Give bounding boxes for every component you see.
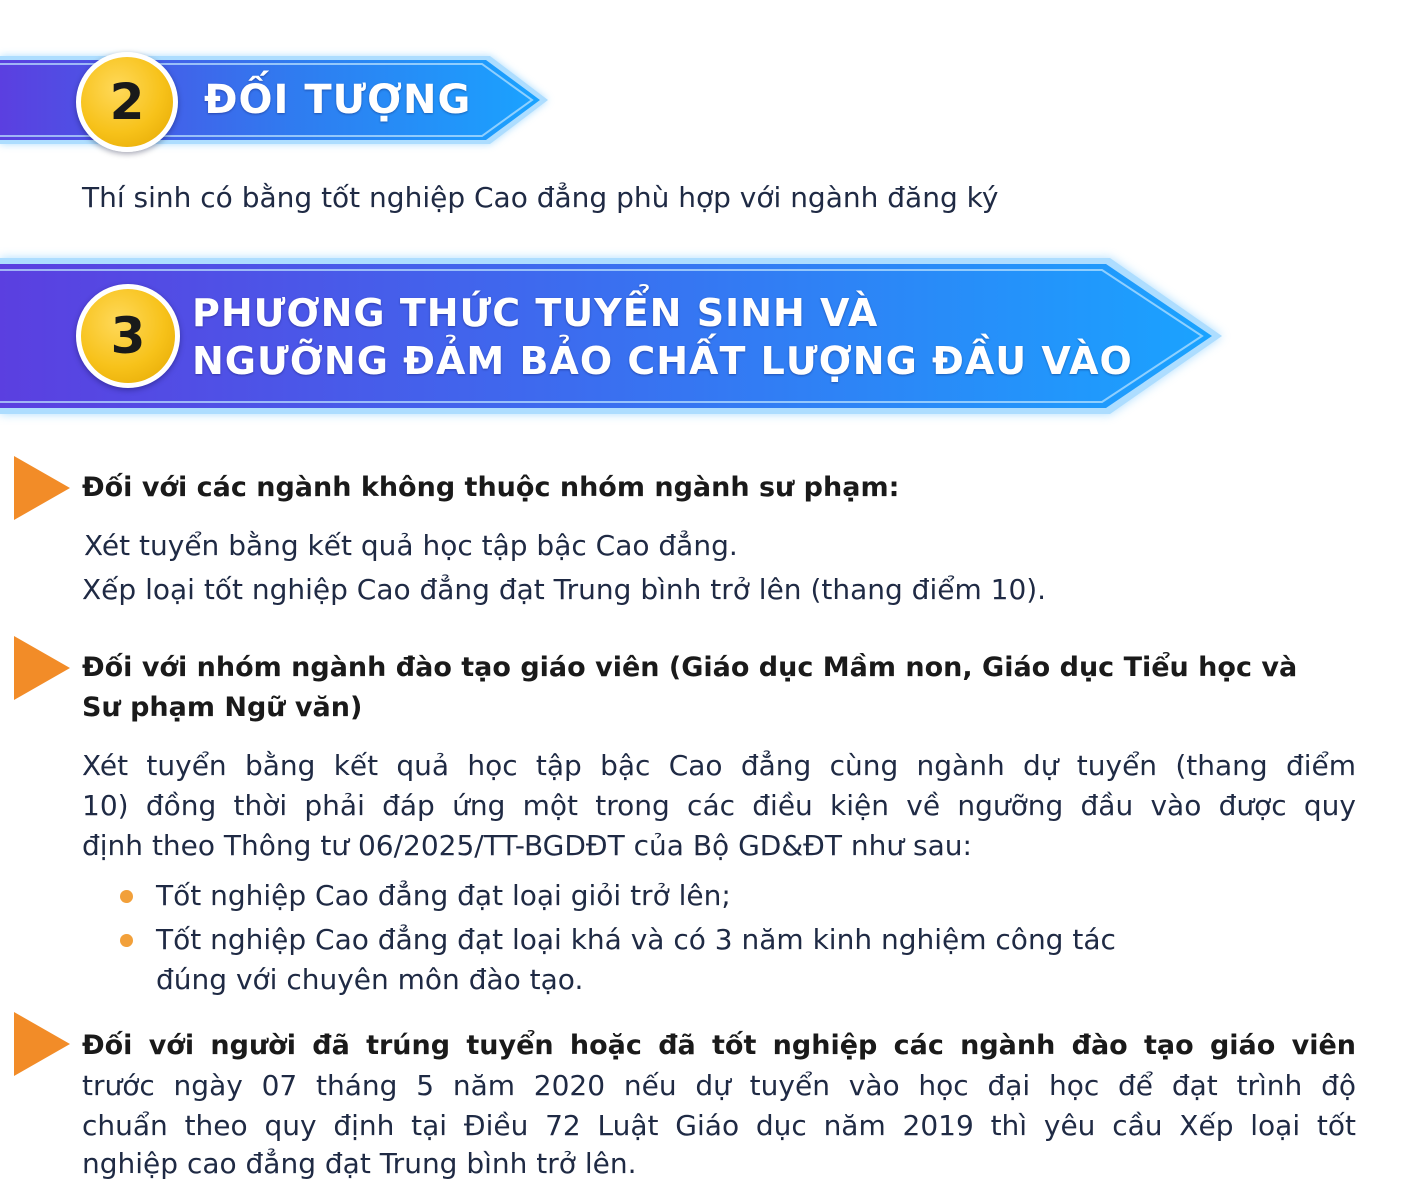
- section-3-title-line-1: PHƯƠNG THỨC TUYỂN SINH VÀ: [192, 291, 879, 335]
- block-2-heading-line-2: Sư phạm Ngữ văn): [82, 692, 363, 723]
- block-3-line-3: chuẩn theo quy định tại Điều 72 Luật Giáo dục năm 2019 thì yêu cầu Xếp loại tốt: [82, 1109, 1356, 1142]
- block-3-line-4: nghiệp cao đẳng đạt Trung bình trở lên.: [82, 1147, 637, 1180]
- section-3-title-line-2: NGƯỠNG ĐẢM BẢO CHẤT LƯỢNG ĐẦU VÀO: [192, 339, 1133, 383]
- section-2-number-badge: 2: [76, 52, 178, 152]
- section-2-banner: [0, 50, 560, 154]
- block-2-para-line-2: 10) đồng thời phải đáp ứng một trong các điều kiện về ngưỡng đầu vào được quy: [82, 789, 1356, 822]
- bullet-1-dot-icon: [120, 890, 133, 903]
- block-2-arrow-marker-icon: [14, 636, 70, 700]
- block-2-heading-line-1: Đối với nhóm ngành đào tạo giáo viên (Giáo dục Mầm non, Giáo dục Tiểu học và: [82, 652, 1298, 683]
- block-3-arrow-marker-icon: [14, 1012, 70, 1076]
- section-2-body: Thí sinh có bằng tốt nghiệp Cao đẳng phù hợp với ngành đăng ký: [82, 181, 999, 214]
- section-3-banner: [0, 254, 1230, 418]
- bullet-2-dot-icon: [120, 934, 133, 947]
- block-1-line-1: Xét tuyển bằng kết quả học tập bậc Cao đẳng.: [84, 529, 738, 562]
- block-2-para-line-1: Xét tuyển bằng kết quả học tập bậc Cao đẳng cùng ngành dự tuyển (thang điểm: [82, 749, 1356, 782]
- block-1-heading: Đối với các ngành không thuộc nhóm ngành sư phạm:: [82, 472, 900, 503]
- block-2-para-line-3: định theo Thông tư 06/2025/TT-BGDĐT của Bộ GD&ĐT như sau:: [82, 829, 972, 862]
- bullet-2-text-line-1: Tốt nghiệp Cao đẳng đạt loại khá và có 3 năm kinh nghiệm công tác: [156, 923, 1116, 956]
- block-3-line-2: trước ngày 07 tháng 5 năm 2020 nếu dự tuyển vào học đại học để đạt trình độ: [82, 1069, 1356, 1102]
- section-3-banner-shape: [0, 254, 1230, 418]
- section-2-title: ĐỐI TƯỢNG: [204, 77, 472, 123]
- block-1-arrow-marker-icon: [14, 456, 70, 520]
- block-1-line-2: Xếp loại tốt nghiệp Cao đẳng đạt Trung bình trở lên (thang điểm 10).: [82, 573, 1047, 606]
- section-3-number-badge: 3: [76, 284, 180, 388]
- bullet-1-text: Tốt nghiệp Cao đẳng đạt loại giỏi trở lên;: [156, 879, 731, 912]
- bullet-2-text-line-2: đúng với chuyên môn đào tạo.: [156, 963, 584, 996]
- block-3-line-1: Đối với người đã trúng tuyển hoặc đã tốt nghiệp các ngành đào tạo giáo viên: [82, 1030, 1356, 1061]
